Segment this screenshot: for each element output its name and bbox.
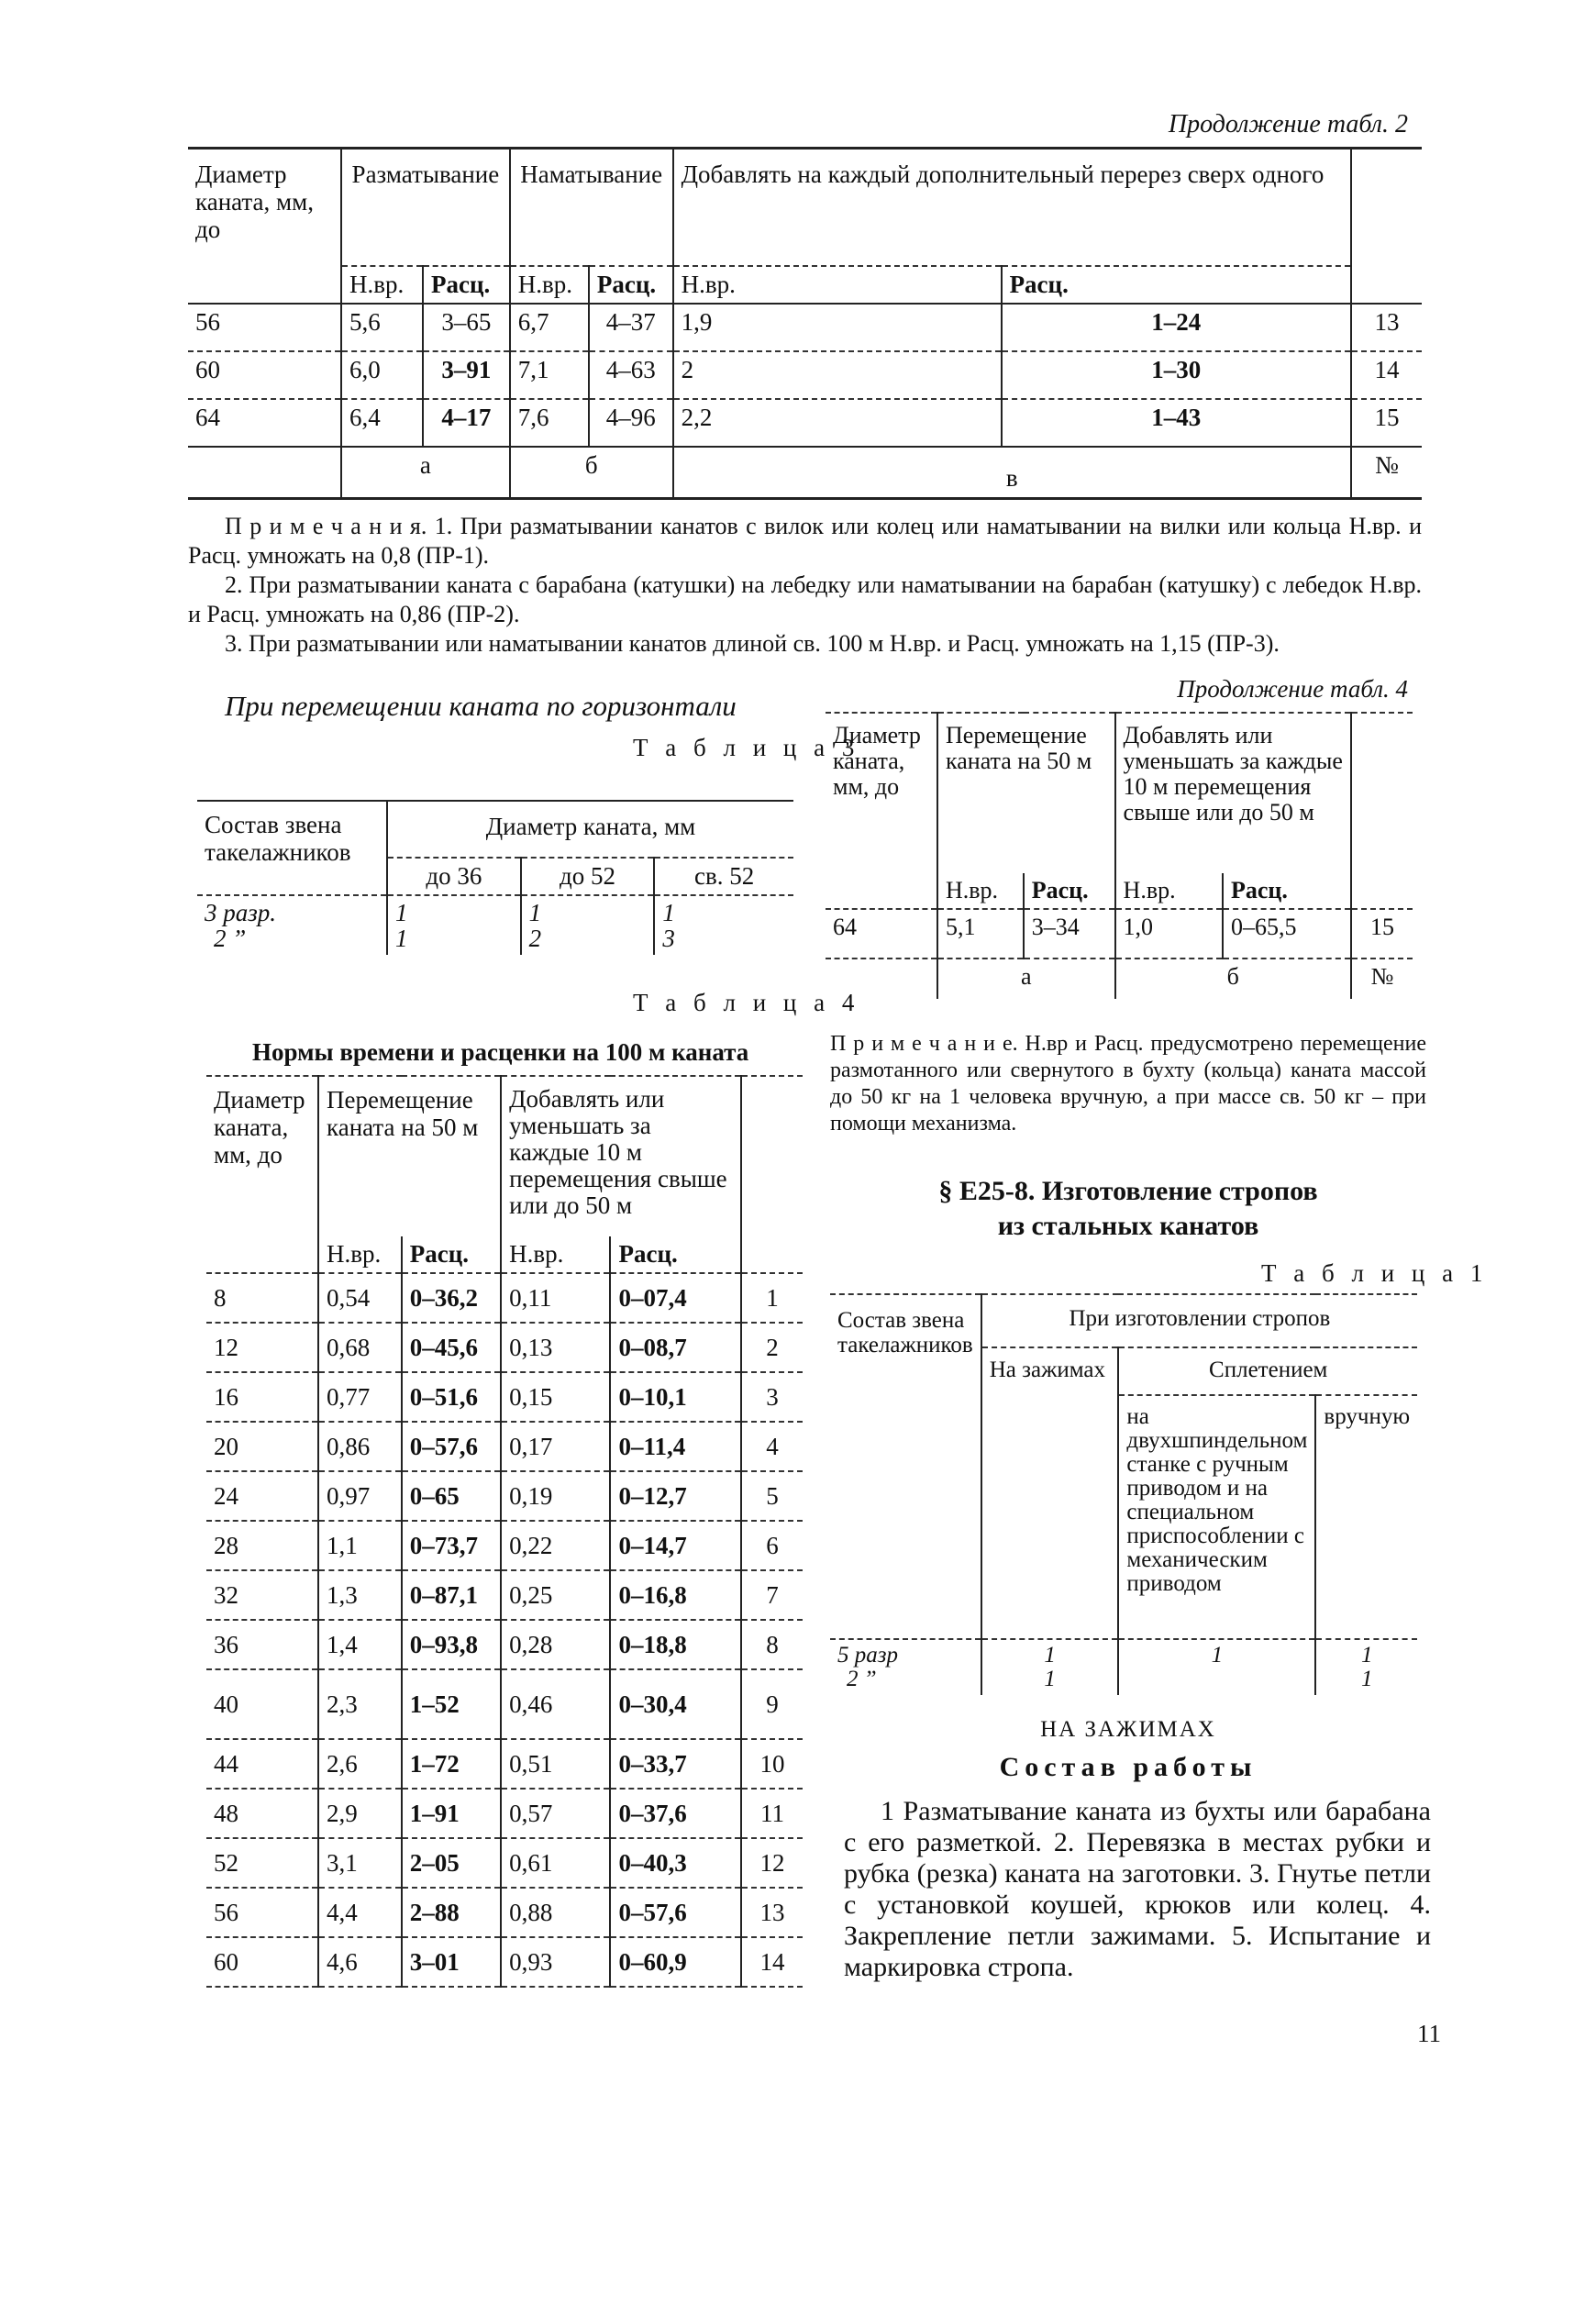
- note-1: П р и м е ч а н и я. 1. При разматывании канатов с вилок или колец или наматывании на вилки или кольца Н.вр. и Расц. умножать на 0,8 (ПР-1).: [188, 513, 1422, 569]
- t3-cell: 1: [662, 899, 675, 926]
- t4-cell: 0,68: [318, 1323, 402, 1372]
- t2-cell: 3–91: [423, 351, 510, 399]
- t1-cell: 1: [1044, 1643, 1056, 1668]
- on-clamps-heading: НА ЗАЖИМАХ: [1040, 1717, 1216, 1742]
- t4-cell: 0–65: [402, 1471, 501, 1521]
- t2-cell: 1–24: [1002, 304, 1351, 351]
- t4-cell: 0,88: [501, 1888, 610, 1937]
- table-row: [206, 1888, 803, 1937]
- t4-cell: 1: [766, 1283, 779, 1312]
- t3-cell: 1: [528, 899, 542, 926]
- table1: [830, 1293, 1417, 1695]
- t2-cell: 7,1: [510, 351, 589, 399]
- section-title-line1: § Е25-8. Изготовление стропов: [938, 1176, 1318, 1206]
- t3-header-crew: Состав звена такелажников: [197, 801, 387, 895]
- t4-cell: 1–72: [402, 1739, 501, 1789]
- t4-cell: 0–87,1: [402, 1570, 501, 1620]
- t4-cell: 0,57: [501, 1789, 610, 1838]
- t4-cell: 2,9: [318, 1789, 402, 1838]
- t4-cell: 0–10,1: [610, 1372, 741, 1422]
- t2-col-a-label: а: [341, 447, 510, 498]
- t2-cell: 6,7: [510, 304, 589, 351]
- t4-cell: 52: [206, 1838, 318, 1888]
- t3-cell: 1: [395, 925, 408, 952]
- t4-cell: 2–05: [402, 1838, 501, 1888]
- t1-header-manual: вручную: [1324, 1404, 1410, 1429]
- t1-cell: 1: [1360, 1643, 1373, 1668]
- horizontal-move-heading: При перемещении каната по горизонтали: [225, 690, 737, 722]
- table-row: [826, 909, 1413, 959]
- t2-cell: 1,9: [673, 304, 1002, 351]
- t2-sub-nvr: Н.вр.: [510, 266, 589, 304]
- t4c-col-b-label: б: [1115, 959, 1351, 999]
- t4-cell: 12: [206, 1323, 318, 1372]
- continuation-label-table4: Продолжение табл. 4: [1177, 675, 1408, 703]
- t3-row-grade2: 2 ”: [214, 925, 247, 952]
- t4-cell: 4: [766, 1432, 779, 1460]
- t4-cell: 0–73,7: [402, 1521, 501, 1570]
- t4-cell: 10: [759, 1749, 785, 1778]
- section-title-line2: из стальных канатов: [997, 1211, 1259, 1241]
- table-row: [206, 1669, 803, 1739]
- t4-cell: 12: [759, 1848, 785, 1877]
- t4-cell: 48: [206, 1789, 318, 1838]
- t4-cell: 0,13: [501, 1323, 610, 1372]
- t1-header-splicing: Сплетением: [1118, 1347, 1417, 1395]
- table-row: [197, 895, 793, 955]
- t4-cell: 2: [766, 1333, 779, 1361]
- t1-header-crew: Состав звена такелажников: [830, 1294, 981, 1639]
- t4-cell: 3–01: [402, 1937, 501, 1987]
- table-row: [188, 304, 1422, 351]
- t4c-header-diameter: Диаметр каната, мм, до: [826, 713, 937, 909]
- t3-cell: 2: [528, 925, 542, 952]
- table-row: [206, 1323, 803, 1372]
- t1-row-grade2: 2 ”: [847, 1667, 877, 1691]
- t4-cell: 0,11: [501, 1273, 610, 1323]
- table4: [206, 1075, 803, 1988]
- t2-cell: 2: [673, 351, 1002, 399]
- table-row: [206, 1471, 803, 1521]
- t2-cell: 5,6: [341, 304, 423, 351]
- t4-cell: 0,97: [318, 1471, 402, 1521]
- t4-cell: 20: [206, 1422, 318, 1471]
- t4-header-diameter: Диаметр каната, мм, до: [206, 1076, 318, 1273]
- t2-cell: 4–37: [589, 304, 673, 351]
- t3-cell: 3: [662, 925, 675, 952]
- t2-sub-rasc: Расц.: [589, 266, 673, 304]
- table-row: [206, 1838, 803, 1888]
- t4-cell: 0,61: [501, 1838, 610, 1888]
- t4c-cell: 15: [1370, 914, 1394, 940]
- t2-cell: 4–17: [423, 399, 510, 447]
- table-row: [830, 1639, 1417, 1695]
- t4-cell: 1,3: [318, 1570, 402, 1620]
- t4-cell: 0–51,6: [402, 1372, 501, 1422]
- t4c-col-a-label: а: [937, 959, 1115, 999]
- t1-cell: 1: [1211, 1643, 1224, 1668]
- t4c-sub-rasc: Расц.: [1223, 873, 1351, 909]
- t4-cell: 4,6: [318, 1937, 402, 1987]
- work-composition-heading: Состав работы: [999, 1752, 1258, 1782]
- table4-title: Нормы времени и расценки на 100 м каната: [252, 1038, 749, 1066]
- t2-cell: 56: [188, 304, 341, 351]
- t3-sub-upto36: до 36: [387, 858, 521, 895]
- table4-continuation: [826, 712, 1413, 999]
- table-row: [206, 1372, 803, 1422]
- t4-cell: 0,54: [318, 1273, 402, 1323]
- t4-cell: 1,1: [318, 1521, 402, 1570]
- t4-cell: 0–30,4: [610, 1669, 741, 1739]
- t3-cell: 1: [395, 899, 408, 926]
- t4-cell: 7: [766, 1580, 779, 1609]
- t4-cell: 0,25: [501, 1570, 610, 1620]
- t2-header-diameter: Диаметр каната, мм, до: [188, 149, 341, 305]
- t4-cell: 1–91: [402, 1789, 501, 1838]
- t4-cell: 0–14,7: [610, 1521, 741, 1570]
- t4-cell: 0–45,6: [402, 1323, 501, 1372]
- t2-cell: 64: [188, 399, 341, 447]
- table-row: [206, 1937, 803, 1987]
- table2-continuation: [188, 147, 1422, 500]
- t4-sub-rasc: Расц.: [610, 1236, 741, 1273]
- t4c-cell: 0–65,5: [1223, 909, 1351, 959]
- continuation-label-table2: Продолжение табл. 2: [1168, 110, 1408, 139]
- t4-cell: 0–18,8: [610, 1620, 741, 1669]
- t4-cell: 5: [766, 1481, 779, 1510]
- note-table4: П р и м е ч а н и е. Н.вр и Расц. предусмотрено перемещение размотанного или свернутого в бухту (кольца) каната массой до 50 кг на 1 человека вручную, а при массе св. 50 кг – при помощи механизма.: [830, 1032, 1426, 1136]
- t4-cell: 0–12,7: [610, 1471, 741, 1521]
- t4-cell: 4,4: [318, 1888, 402, 1937]
- t4-cell: 3,1: [318, 1838, 402, 1888]
- t4-cell: 0–08,7: [610, 1323, 741, 1372]
- t2-col-b-label: б: [510, 447, 673, 498]
- note-3: 3. При разматывании или наматывании канатов длиной св. 100 м Н.вр. и Расц. умножать на 1,15 (ПР-3).: [225, 630, 1280, 657]
- t4-cell: 0,15: [501, 1372, 610, 1422]
- table-row: [206, 1521, 803, 1570]
- table4-label: Т а б л и ц а 4: [633, 989, 860, 1016]
- t2-sub-rasc: Расц.: [423, 266, 510, 304]
- t4c-cell: 3–34: [1024, 909, 1115, 959]
- t4-header-move: Перемещение каната на 50 м: [318, 1076, 501, 1236]
- t4-cell: 0,17: [501, 1422, 610, 1471]
- t4-cell: 44: [206, 1739, 318, 1789]
- t4-cell: 0–33,7: [610, 1739, 741, 1789]
- t4-sub-nvr: Н.вр.: [318, 1236, 402, 1273]
- t1-row-grade5: 5 разр: [837, 1643, 899, 1668]
- t4-cell: 24: [206, 1471, 318, 1521]
- t4-sub-nvr: Н.вр.: [501, 1236, 610, 1273]
- table-row: [188, 399, 1422, 447]
- t4-cell: 2–88: [402, 1888, 501, 1937]
- t4-header-add: Добавлять или уменьшать за каждые 10 м перемещения свыше или до 50 м: [501, 1076, 741, 1236]
- t4-cell: 0–37,6: [610, 1789, 741, 1838]
- table1-label: Т а б л и ц а 1: [1261, 1259, 1489, 1287]
- t4-cell: 36: [206, 1620, 318, 1669]
- t4c-header-move: Перемещение каната на 50 м: [937, 713, 1115, 873]
- table-row: [206, 1789, 803, 1838]
- t4-cell: 0–60,9: [610, 1937, 741, 1987]
- t4-cell: 13: [759, 1898, 785, 1926]
- t4-cell: 2,6: [318, 1739, 402, 1789]
- t1-header-making: При изготовлении стропов: [981, 1294, 1417, 1347]
- t4-cell: 0,86: [318, 1422, 402, 1471]
- t4-cell: 0–57,6: [402, 1422, 501, 1471]
- t2-header-unwinding: Разматывание: [341, 149, 510, 267]
- t2-cell: 13: [1374, 308, 1400, 336]
- t4-cell: 60: [206, 1937, 318, 1987]
- section-title: [830, 1174, 1426, 1244]
- t2-cell: 60: [188, 351, 341, 399]
- t1-header-clamps: На зажимах: [981, 1347, 1119, 1639]
- t4c-header-add: Добавлять или уменьшать за каждые 10 м перемещения свыше или до 50 м: [1115, 713, 1351, 873]
- t4-cell: 28: [206, 1521, 318, 1570]
- t4c-sub-nvr: Н.вр.: [1115, 873, 1223, 909]
- table-row: [206, 1620, 803, 1669]
- t4-cell: 3: [766, 1382, 779, 1411]
- t4-cell: 0–40,3: [610, 1838, 741, 1888]
- t4c-cell: 1,0: [1115, 909, 1223, 959]
- table3: [197, 800, 793, 955]
- t2-cell: 1–30: [1002, 351, 1351, 399]
- t4-cell: 40: [206, 1669, 318, 1739]
- t4-cell: 14: [759, 1947, 785, 1976]
- t4-cell: 0–07,4: [610, 1273, 741, 1323]
- t4-cell: 0,19: [501, 1471, 610, 1521]
- t2-col-n-label: №: [1375, 451, 1399, 479]
- t4-cell: 0–16,8: [610, 1570, 741, 1620]
- t3-header-diameter: Диаметр каната, мм: [387, 801, 793, 858]
- t4-cell: 0–57,6: [610, 1888, 741, 1937]
- t4-cell: 1,4: [318, 1620, 402, 1669]
- t2-cell: 6,0: [341, 351, 423, 399]
- t2-col-c-label: в: [673, 447, 1351, 498]
- t2-cell: 2,2: [673, 399, 1002, 447]
- t2-cell: 6,4: [341, 399, 423, 447]
- t1-header-machine: на двухшпиндельном станке с ручным приводом и на специальном приспособлении с механическим приводом: [1118, 1395, 1315, 1639]
- t4c-cell: 5,1: [937, 909, 1024, 959]
- t4-cell: 6: [766, 1531, 779, 1559]
- t4c-sub-nvr: Н.вр.: [937, 873, 1024, 909]
- t4-cell: 9: [766, 1690, 779, 1718]
- page-number: 11: [1417, 2020, 1441, 2047]
- t4-cell: 8: [766, 1630, 779, 1658]
- t2-cell: 4–96: [589, 399, 673, 447]
- t1-cell: 1: [1360, 1667, 1373, 1691]
- t1-cell: 1: [1044, 1667, 1056, 1691]
- t3-sub-upto52: до 52: [521, 858, 655, 895]
- t2-sub-nvr: Н.вр.: [673, 266, 1002, 304]
- table-row: [206, 1273, 803, 1323]
- t2-cell: 14: [1374, 356, 1400, 383]
- t4-cell: 0–11,4: [610, 1422, 741, 1471]
- table3-label: Т а б л и ц а 3: [633, 734, 860, 761]
- t2-cell: 1–43: [1002, 399, 1351, 447]
- note-2: 2. При разматывании каната с барабана (катушки) на лебедку или наматывании на барабан (катушку) с лебедок Н.вр. и Расц. умножать на 0,86 (ПР-2).: [188, 571, 1422, 627]
- t4-cell: 0,77: [318, 1372, 402, 1422]
- t3-sub-over52: св. 52: [694, 862, 755, 890]
- t2-header-winding: Наматывание: [510, 149, 673, 267]
- t4-cell: 1–52: [402, 1669, 501, 1739]
- t4-cell: 0,51: [501, 1739, 610, 1789]
- t2-sub-rasc: Расц.: [1002, 266, 1351, 304]
- t2-cell: 3–65: [423, 304, 510, 351]
- t4-cell: 0,46: [501, 1669, 610, 1739]
- table-row: [188, 351, 1422, 399]
- t2-cell: 4–63: [589, 351, 673, 399]
- t3-row-grade3: 3 разр.: [205, 899, 277, 926]
- t4-cell: 0–36,2: [402, 1273, 501, 1323]
- t4-cell: 56: [206, 1888, 318, 1937]
- t4c-sub-rasc: Расц.: [1024, 873, 1115, 909]
- t4-cell: 8: [206, 1273, 318, 1323]
- t4-cell: 0,28: [501, 1620, 610, 1669]
- t4-cell: 0,22: [501, 1521, 610, 1570]
- t4-cell: 11: [760, 1799, 784, 1827]
- t4-sub-rasc: Расц.: [402, 1236, 501, 1273]
- work-composition-text: 1 Разматывание каната из бухты или барабана с его разметкой. 2. Перевязка в местах рубки и рубка (резка) каната на заготовки. 3. Гнутье петли с установкой коушей, крюков или колец. 4. Закрепление петли зажимами. 5. Испытание и маркировка стропа.: [844, 1796, 1431, 1982]
- t4-cell: 32: [206, 1570, 318, 1620]
- notes-table2: [188, 512, 1422, 659]
- t2-sub-nvr: Н.вр.: [341, 266, 423, 304]
- table-row: [206, 1739, 803, 1789]
- t2-header-add-per-cut: Добавлять на каждый дополнительный перерез сверх одного: [673, 149, 1351, 267]
- t4-cell: 2,3: [318, 1669, 402, 1739]
- t4c-cell: 64: [826, 909, 937, 959]
- t4-cell: 0,93: [501, 1937, 610, 1987]
- t4-cell: 0–93,8: [402, 1620, 501, 1669]
- t4-cell: 16: [206, 1372, 318, 1422]
- table-row: [206, 1422, 803, 1471]
- t2-cell: 15: [1374, 404, 1400, 431]
- t4c-col-n-label: №: [1370, 963, 1394, 990]
- t2-cell: 7,6: [510, 399, 589, 447]
- table-row: [206, 1570, 803, 1620]
